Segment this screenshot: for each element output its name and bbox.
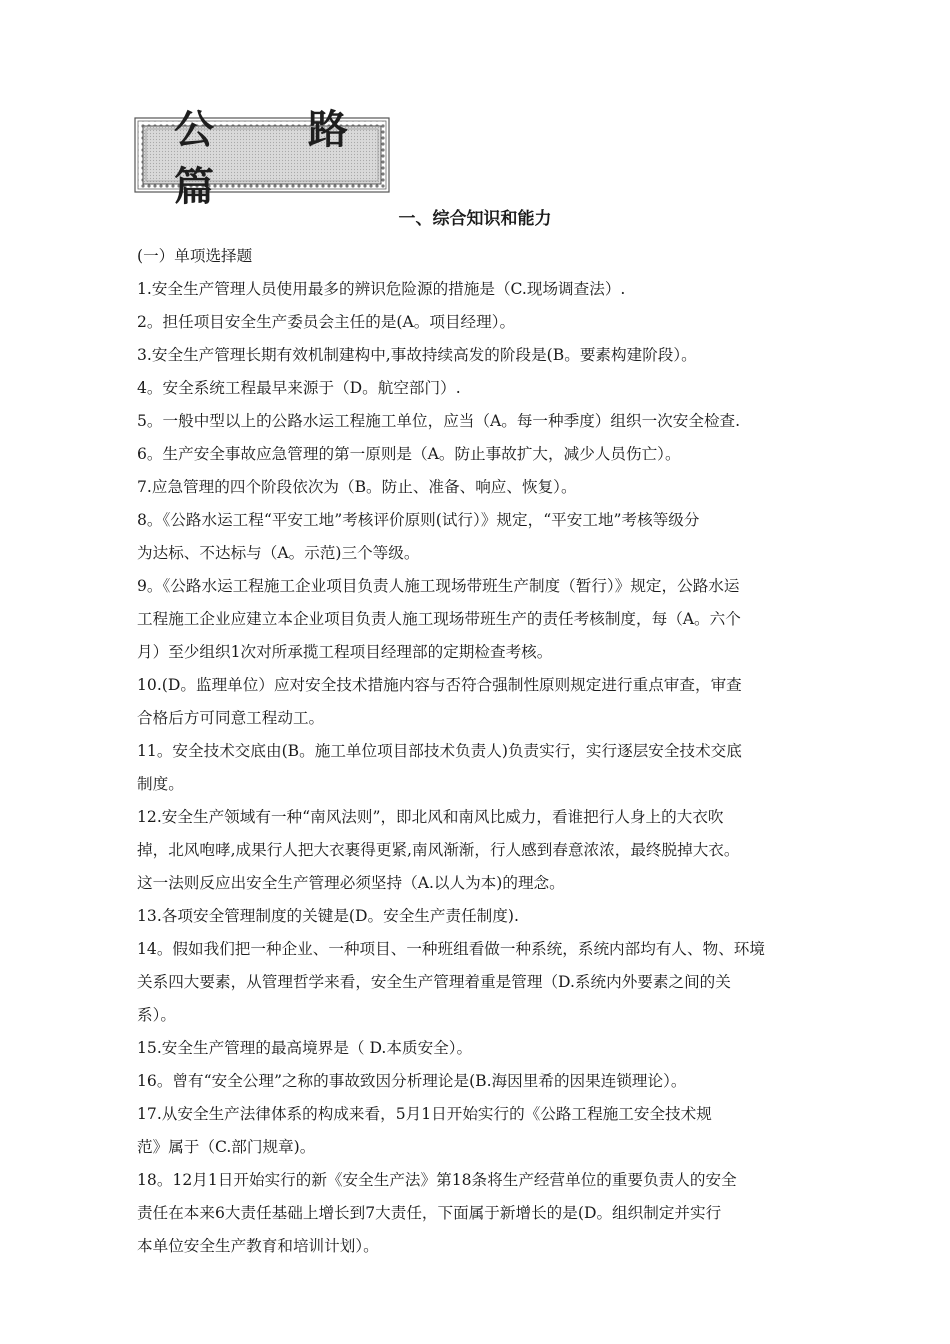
- text-line: 15.安全生产管理的最高境界是（ D.本质安全）。: [137, 1039, 473, 1057]
- text-line: 18。12月1日开始实行的新《安全生产法》第18条将生产经营单位的重要负责人的安全: [137, 1171, 737, 1189]
- text-line: 8。《公路水运工程“平安工地”考核评价原则(试行）》规定，“平安工地”考核等级分: [137, 511, 700, 529]
- text-line: 这一法则反应出安全生产管理必须坚持（A.以人为本)的理念。: [137, 874, 565, 892]
- text-line: 为达标、不达标与（A。示范)三个等级。: [137, 544, 420, 562]
- text-line: 1.安全生产管理人员使用最多的辨识危险源的措施是（C.现场调查法）.: [137, 280, 626, 298]
- text-line: 6。生产安全事故应急管理的第一原则是（A。防止事故扩大，减少人员伤亡）。: [137, 445, 681, 463]
- text-line: 制度。: [137, 775, 184, 793]
- text-line: 13.各项安全管理制度的关键是(D。安全生产责任制度).: [137, 907, 519, 925]
- text-line: 2。担任项目安全生产委员会主任的是(A。项目经理）。: [137, 313, 516, 331]
- text-line: 4。安全系统工程最早来源于（D。航空部门）.: [137, 379, 461, 397]
- text-line: 11。安全技术交底由(B。施工单位项目部技术负责人)负责实行，实行逐层安全技术交底: [137, 742, 742, 760]
- section-heading: 一、综合知识和能力: [398, 209, 552, 229]
- text-line: 16。曾有“安全公理”之称的事故致因分析理论是(B.海因里希的因果连锁理论）。: [137, 1072, 687, 1090]
- text-line: 14。假如我们把一种企业、一种项目、一种班组看做一种系统，系统内部均有人、物、环境: [137, 940, 765, 958]
- text-line: 7.应急管理的四个阶段依次为（B。防止、准备、响应、恢复）。: [137, 478, 577, 496]
- text-line: 10.(D。监理单位）应对安全技术措施内容与否符合强制性原则规定进行重点审查，审查: [137, 676, 742, 694]
- text-line: 掉，北风咆哮,成果行人把大衣裹得更紧,南风渐渐，行人感到春意浓浓，最终脱掉大衣。: [137, 841, 740, 859]
- text-line: 月）至少组织1次对所承揽工程项目经理部的定期检查考核。: [137, 643, 553, 661]
- text-line: 本单位安全生产教育和培训计划）。: [137, 1237, 379, 1255]
- chapter-title: 公 路 篇: [174, 107, 388, 210]
- text-line: 工程施工企业应建立本企业项目负责人施工现场带班生产的责任考核制度，每（A。六个: [137, 610, 741, 628]
- subsection-heading: (一）单项选择题: [137, 247, 253, 265]
- text-line: 责任在本来6大责任基础上增长到7大责任，下面属于新增长的是(D。组织制定并实行: [137, 1204, 722, 1222]
- text-line: 合格后方可同意工程动工。: [137, 709, 325, 727]
- text-line: 3.安全生产管理长期有效机制建构中,事故持续高发的阶段是(B。要素构建阶段）。: [137, 346, 697, 364]
- text-line: 范》属于（C.部门规章)。: [137, 1138, 316, 1156]
- text-line: 关系四大要素，从管理哲学来看，安全生产管理着重是管理（D.系统内外要素之间的关: [137, 973, 731, 991]
- text-line: 12.安全生产领域有一种“南风法则”，即北风和南风比威力，看谁把行人身上的大衣吹: [137, 808, 724, 826]
- text-line: 系）。: [137, 1006, 176, 1024]
- text-line: 17.从安全生产法律体系的构成来看，5月1日开始实行的《公路工程施工安全技术规: [137, 1105, 712, 1123]
- question-list: [137, 240, 862, 1263]
- text-line: 5。一般中型以上的公路水运工程施工单位，应当（A。每一种季度）组织一次安全检查.: [137, 412, 741, 430]
- text-line: 9。《公路水运工程施工企业项目负责人施工现场带班生产制度（暂行）》规定，公路水运: [137, 577, 740, 595]
- chapter-banner: [134, 107, 390, 210]
